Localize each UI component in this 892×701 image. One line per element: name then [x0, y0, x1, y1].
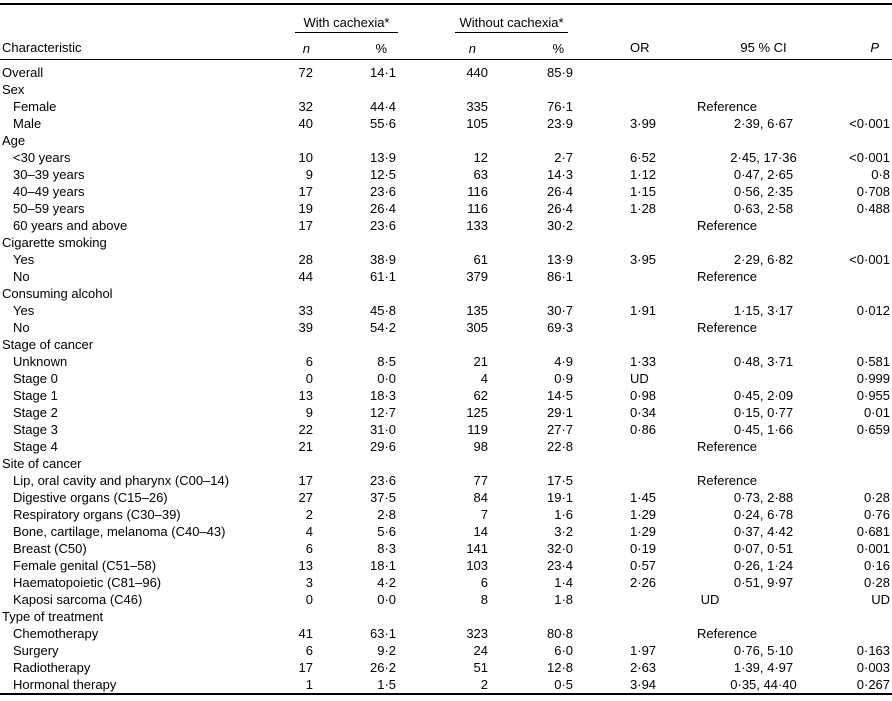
reference-cell: Reference — [697, 218, 757, 233]
section-row — [0, 285, 892, 302]
without-n-cell: 21 — [473, 354, 489, 369]
p-value-cell: 0·581 — [856, 354, 891, 369]
with-n-cell: 17 — [298, 218, 313, 233]
with-pct-cell: 26·4 — [369, 201, 397, 216]
table-row — [0, 115, 892, 132]
table-row — [0, 574, 892, 591]
without-n-cell: 135 — [466, 303, 489, 318]
table-row — [0, 676, 892, 694]
table-row — [0, 557, 892, 574]
or-cell: 0·86 — [630, 422, 657, 437]
p-value-cell: 0·163 — [856, 643, 891, 658]
reference-cell: Reference — [697, 99, 757, 114]
with-n-cell: 6 — [305, 541, 313, 556]
reference-cell: Reference — [697, 473, 757, 488]
ci-cell: 1·15, 3·17 — [733, 303, 794, 318]
without-cachexia-label: Without cachexia* — [455, 15, 568, 33]
with-n-cell: 41 — [298, 626, 313, 641]
with-n-cell: 0 — [305, 592, 313, 607]
p-value-cell: <0·001 — [849, 116, 891, 131]
without-n-cell: 323 — [466, 626, 489, 641]
ci-cell: 2·29, 6·82 — [733, 252, 794, 267]
p-value-cell: UD — [871, 592, 891, 607]
without-n-cell: 6 — [480, 575, 489, 590]
without-pct-cell: 14·3 — [546, 167, 574, 182]
without-pct-cell: 23·9 — [546, 116, 574, 131]
without-n-cell: 51 — [473, 660, 489, 675]
section-label-cell: Cigarette smoking — [2, 235, 107, 250]
ci-undefined-cell: UD — [700, 592, 720, 607]
with-n-cell: 40 — [298, 116, 313, 131]
or-cell: 2·63 — [630, 660, 657, 675]
ci-cell: 0·37, 4·42 — [733, 524, 794, 539]
without-pct-cell: 86·1 — [546, 269, 574, 284]
or-cell: 1·45 — [630, 490, 657, 505]
with-pct-column-header: % — [318, 33, 398, 60]
with-pct-cell: 12·7 — [369, 405, 397, 420]
without-pct-cell: 13·9 — [546, 252, 574, 267]
p-value-cell — [845, 217, 892, 234]
with-n-cell: 13 — [298, 558, 313, 573]
without-pct-cell: 6·0 — [554, 643, 574, 658]
with-pct-cell: 29·6 — [369, 439, 397, 454]
row-label-cell: Female — [13, 99, 57, 114]
p-column-header: P — [845, 4, 892, 60]
table-row — [0, 200, 892, 217]
or-cell: 0·57 — [630, 558, 657, 573]
p-value-cell: 0·8 — [871, 167, 891, 182]
cachexia-statistics-table — [0, 3, 892, 695]
reference-cell: Reference — [697, 269, 757, 284]
p-value-cell: 0·955 — [856, 388, 891, 403]
table-row — [0, 149, 892, 166]
with-pct-cell: 38·9 — [369, 252, 397, 267]
without-n-cell: 305 — [466, 320, 489, 335]
section-row — [0, 132, 892, 149]
without-n-cell: 4 — [480, 371, 489, 386]
without-n-cell: 119 — [467, 422, 489, 437]
without-pct-cell: 26·4 — [546, 184, 574, 199]
ci-cell: 0·24, 6·78 — [733, 507, 794, 522]
section-label-cell: Type of treatment — [2, 609, 104, 624]
row-label-cell: Haematopoietic (C81–96) — [13, 575, 162, 590]
with-cachexia-label: With cachexia* — [295, 15, 398, 33]
p-value-cell — [845, 438, 892, 455]
without-pct-column-header: % — [490, 33, 575, 60]
without-n-cell: 335 — [466, 99, 489, 114]
table-row — [0, 489, 892, 506]
without-pct-cell: 23·4 — [546, 558, 574, 573]
section-row — [0, 608, 892, 625]
or-cell: 1·28 — [630, 201, 657, 216]
row-label-cell: Radiotherapy — [13, 660, 91, 675]
without-pct-cell: 0·5 — [554, 677, 574, 692]
with-n-column-header: n — [290, 33, 318, 60]
section-row — [0, 336, 892, 353]
ci-cell: 0·35, 44·40 — [730, 677, 797, 692]
row-label-cell: Bone, cartilage, melanoma (C40–43) — [13, 524, 226, 539]
with-n-cell: 33 — [298, 303, 313, 318]
without-pct-cell: 19·1 — [546, 490, 574, 505]
with-n-cell: 32 — [298, 99, 313, 114]
with-pct-cell: 18·3 — [369, 388, 397, 403]
row-label-cell: Surgery — [13, 643, 59, 658]
without-pct-cell: 17·5 — [546, 473, 574, 488]
table-row — [0, 506, 892, 523]
p-value-cell — [845, 98, 892, 115]
ci-cell: 0·76, 5·10 — [733, 643, 794, 658]
with-pct-cell: 55·6 — [369, 116, 397, 131]
or-cell — [575, 60, 690, 82]
p-value-cell — [845, 60, 892, 82]
with-n-cell: 0 — [305, 371, 313, 386]
without-n-cell: 62 — [473, 388, 489, 403]
with-pct-cell: 31·0 — [369, 422, 397, 437]
table-header — [0, 4, 892, 60]
section-label-cell: Consuming alcohol — [2, 286, 113, 301]
without-n-cell: 7 — [480, 507, 489, 522]
p-value-cell: 0·659 — [856, 422, 891, 437]
with-cachexia-group-header — [290, 4, 398, 33]
with-pct-cell: 45·8 — [369, 303, 397, 318]
p-value-cell — [845, 319, 892, 336]
without-n-cell: 379 — [466, 269, 489, 284]
ci-cell — [690, 370, 845, 387]
p-value-cell — [845, 268, 892, 285]
without-pct-cell: 12·8 — [546, 660, 574, 675]
with-pct-cell: 1·5 — [377, 677, 397, 692]
without-n-cell: 77 — [473, 473, 489, 488]
with-pct-cell: 12·5 — [369, 167, 397, 182]
ci-cell: 0·73, 2·88 — [733, 490, 794, 505]
with-n-cell: 21 — [298, 439, 313, 454]
row-label-cell: Stage 4 — [13, 439, 58, 454]
with-n-cell: 9 — [305, 167, 313, 182]
with-pct-cell: 2·8 — [377, 507, 397, 522]
p-value-cell: 0·76 — [863, 507, 891, 522]
without-n-cell: 116 — [467, 201, 489, 216]
without-pct-cell: 30·7 — [546, 303, 574, 318]
p-value-cell: 0·001 — [856, 541, 891, 556]
with-n-cell: 6 — [305, 643, 313, 658]
row-label-cell: Chemotherapy — [13, 626, 99, 641]
ci-cell: 0·07, 0·51 — [733, 541, 794, 556]
with-pct-cell: 23·6 — [369, 473, 397, 488]
row-label-cell: Stage 3 — [13, 422, 58, 437]
without-pct-cell: 30·2 — [546, 218, 574, 233]
row-label-cell: Overall — [2, 65, 44, 80]
p-value-cell: <0·001 — [849, 252, 891, 267]
without-n-cell: 98 — [473, 439, 489, 454]
row-label-cell: Breast (C50) — [13, 541, 87, 556]
p-value-cell: 0·28 — [863, 575, 891, 590]
with-pct-cell: 23·6 — [369, 184, 397, 199]
ci-cell: 0·63, 2·58 — [733, 201, 794, 216]
row-label-cell: Kaposi sarcoma (C46) — [13, 592, 143, 607]
or-cell: 1·12 — [630, 167, 657, 182]
with-pct-cell: 61·1 — [369, 269, 397, 284]
table-row — [0, 659, 892, 676]
ci-cell: 0·15, 0·77 — [733, 405, 794, 420]
with-pct-cell: 13·9 — [369, 150, 397, 165]
table-row — [0, 251, 892, 268]
without-n-cell: 12 — [473, 150, 489, 165]
without-n-cell: 103 — [466, 558, 489, 573]
with-n-cell: 22 — [298, 422, 313, 437]
with-pct-cell: 0·0 — [377, 371, 397, 386]
without-pct-cell: 14·5 — [546, 388, 574, 403]
with-n-cell: 9 — [305, 405, 313, 420]
p-value-cell: 0·012 — [856, 303, 891, 318]
row-label-cell: No — [13, 269, 30, 284]
without-n-cell: 61 — [473, 252, 489, 267]
group-header-row — [0, 4, 892, 33]
with-pct-cell: 4·2 — [377, 575, 397, 590]
without-pct-cell: 80·8 — [546, 626, 574, 641]
table-row — [0, 353, 892, 370]
characteristic-column-header — [0, 4, 290, 60]
or-column-header: OR — [575, 4, 690, 60]
without-pct-cell: 22·8 — [546, 439, 574, 454]
ci-cell: 2·39, 6·67 — [733, 116, 794, 131]
or-cell: 2·26 — [630, 575, 657, 590]
without-pct-cell: 85·9 — [546, 65, 574, 80]
ci-cell: 0·26, 1·24 — [733, 558, 794, 573]
or-cell: UD — [630, 371, 649, 386]
row-label-cell: No — [13, 320, 30, 335]
without-n-cell: 133 — [466, 218, 489, 233]
table-row — [0, 438, 892, 455]
table-row — [0, 319, 892, 336]
ci-cell: 2·45, 17·36 — [730, 150, 797, 165]
without-n-cell: 2 — [480, 677, 489, 692]
with-n-cell: 4 — [305, 524, 313, 539]
section-row — [0, 455, 892, 472]
row-label-cell: Yes — [13, 303, 35, 318]
p-value-cell: 0·16 — [863, 558, 891, 573]
p-value-cell: 0·681 — [856, 524, 891, 539]
row-label-cell: 50–59 years — [13, 201, 85, 216]
p-value-cell: 0·28 — [863, 490, 891, 505]
table-row — [0, 591, 892, 608]
row-label-cell: <30 years — [13, 150, 71, 165]
ci-cell: 0·45, 1·66 — [733, 422, 794, 437]
table-row — [0, 183, 892, 200]
with-n-cell: 13 — [298, 388, 313, 403]
p-value-cell: 0·003 — [856, 660, 891, 675]
table-row — [0, 523, 892, 540]
with-pct-cell: 8·5 — [377, 354, 397, 369]
with-n-cell: 39 — [298, 320, 313, 335]
with-n-cell: 27 — [298, 490, 313, 505]
row-label-cell: Digestive organs (C15–26) — [13, 490, 168, 505]
without-pct-cell: 27·7 — [546, 422, 574, 437]
row-label-cell: 30–39 years — [13, 167, 85, 182]
without-pct-cell: 1·4 — [554, 575, 574, 590]
with-n-cell: 6 — [305, 354, 313, 369]
with-pct-cell: 0·0 — [377, 592, 397, 607]
row-label-cell: Stage 2 — [13, 405, 58, 420]
table-row — [0, 98, 892, 115]
without-pct-cell: 0·9 — [554, 371, 574, 386]
row-label-cell: Stage 1 — [13, 388, 58, 403]
p-value-cell: 0·267 — [856, 677, 891, 692]
table-row — [0, 370, 892, 387]
with-n-cell: 1 — [305, 677, 313, 692]
without-cachexia-group-header — [398, 4, 575, 33]
p-value-cell: <0·001 — [849, 150, 891, 165]
without-n-cell: 84 — [473, 490, 489, 505]
without-n-cell: 105 — [466, 116, 489, 131]
without-pct-cell: 32·0 — [546, 541, 574, 556]
table-row — [0, 166, 892, 183]
table-row — [0, 625, 892, 642]
or-cell: 1·15 — [630, 184, 657, 199]
p-value-cell — [845, 625, 892, 642]
reference-cell: Reference — [697, 320, 757, 335]
p-value-cell: 0·01 — [863, 405, 891, 420]
with-pct-cell: 54·2 — [369, 320, 397, 335]
table-row — [0, 404, 892, 421]
with-pct-cell: 37·5 — [369, 490, 397, 505]
characteristic-label: Characteristic — [2, 40, 82, 55]
table-row — [0, 642, 892, 659]
table-row — [0, 60, 892, 82]
or-cell: 3·99 — [630, 116, 657, 131]
with-pct-cell: 23·6 — [369, 218, 397, 233]
without-pct-cell: 2·7 — [554, 150, 574, 165]
without-n-cell: 14 — [473, 524, 489, 539]
table-body — [0, 60, 892, 695]
reference-cell: Reference — [697, 626, 757, 641]
row-label-cell: Respiratory organs (C30–39) — [13, 507, 181, 522]
with-n-cell: 17 — [298, 184, 313, 199]
ci-cell: 0·47, 2·65 — [733, 167, 794, 182]
table-row — [0, 268, 892, 285]
or-cell: 0·19 — [630, 541, 657, 556]
table-row — [0, 387, 892, 404]
without-pct-cell: 29·1 — [546, 405, 574, 420]
without-n-cell: 125 — [466, 405, 489, 420]
table-row — [0, 540, 892, 557]
table-row — [0, 421, 892, 438]
with-n-cell: 72 — [298, 65, 313, 80]
row-label-cell: Hormonal therapy — [13, 677, 117, 692]
without-pct-cell: 4·9 — [554, 354, 574, 369]
with-n-cell: 28 — [298, 252, 313, 267]
with-pct-cell: 9·2 — [377, 643, 397, 658]
row-label-cell: 60 years and above — [13, 218, 128, 233]
section-label-cell: Stage of cancer — [2, 337, 94, 352]
p-value-cell: 0·708 — [856, 184, 891, 199]
ci-cell: 1·39, 4·97 — [733, 660, 794, 675]
reference-cell: Reference — [697, 439, 757, 454]
without-n-cell: 8 — [480, 592, 489, 607]
ci-cell — [690, 60, 845, 82]
without-pct-cell: 1·6 — [554, 507, 574, 522]
or-cell: 1·33 — [630, 354, 657, 369]
table-row — [0, 217, 892, 234]
with-n-cell: 19 — [298, 201, 313, 216]
without-n-cell: 141 — [466, 541, 489, 556]
or-cell: 3·94 — [630, 677, 657, 692]
without-pct-cell: 69·3 — [546, 320, 574, 335]
with-pct-cell: 63·1 — [369, 626, 397, 641]
with-pct-cell: 8·3 — [377, 541, 397, 556]
without-pct-cell: 76·1 — [546, 99, 574, 114]
ci-cell: 0·51, 9·97 — [733, 575, 794, 590]
section-label-cell: Age — [2, 133, 26, 148]
with-pct-cell: 18·1 — [369, 558, 397, 573]
row-label-cell: Lip, oral cavity and pharynx (C00–14) — [13, 473, 230, 488]
or-cell: 0·98 — [630, 388, 657, 403]
or-cell: 1·97 — [630, 643, 657, 658]
table-row — [0, 472, 892, 489]
section-row — [0, 81, 892, 98]
without-pct-cell: 26·4 — [546, 201, 574, 216]
without-n-cell: 24 — [473, 643, 489, 658]
without-pct-cell: 1·8 — [554, 592, 574, 607]
or-cell: 3·95 — [630, 252, 657, 267]
or-cell: 0·34 — [630, 405, 657, 420]
row-label-cell: Yes — [13, 252, 35, 267]
row-label-cell: Female genital (C51–58) — [13, 558, 157, 573]
ci-cell: 0·48, 3·71 — [733, 354, 794, 369]
row-label-cell: Male — [13, 116, 42, 131]
or-cell: 6·52 — [630, 150, 657, 165]
row-label-cell: Stage 0 — [13, 371, 58, 386]
with-n-cell: 3 — [305, 575, 313, 590]
table-row — [0, 302, 892, 319]
row-label-cell: Unknown — [13, 354, 68, 369]
section-row — [0, 234, 892, 251]
without-n-column-header: n — [398, 33, 490, 60]
with-n-cell: 10 — [298, 150, 313, 165]
or-cell: 1·29 — [630, 507, 657, 522]
p-value-cell — [845, 472, 892, 489]
section-label-cell: Sex — [2, 82, 25, 97]
or-cell: 1·91 — [630, 303, 657, 318]
ci-cell: 0·56, 2·35 — [733, 184, 794, 199]
with-n-cell: 2 — [305, 507, 313, 522]
with-pct-cell: 5·6 — [377, 524, 397, 539]
ci-cell: 0·45, 2·09 — [733, 388, 794, 403]
with-pct-cell: 26·2 — [369, 660, 397, 675]
without-n-cell: 63 — [473, 167, 489, 182]
with-pct-cell: 44·4 — [369, 99, 397, 114]
row-label-cell: 40–49 years — [13, 184, 85, 199]
or-cell: 1·29 — [630, 524, 657, 539]
p-value-cell: 0·999 — [856, 371, 891, 386]
section-label-cell: Site of cancer — [2, 456, 82, 471]
with-n-cell: 17 — [298, 660, 313, 675]
with-pct-cell: 14·1 — [369, 65, 397, 80]
ci-column-header: 95 % CI — [690, 4, 845, 60]
p-value-cell: 0·488 — [856, 201, 891, 216]
with-n-cell: 17 — [298, 473, 313, 488]
with-n-cell: 44 — [298, 269, 313, 284]
without-n-cell: 440 — [466, 65, 489, 80]
without-n-cell: 116 — [467, 184, 489, 199]
without-pct-cell: 3·2 — [554, 524, 574, 539]
